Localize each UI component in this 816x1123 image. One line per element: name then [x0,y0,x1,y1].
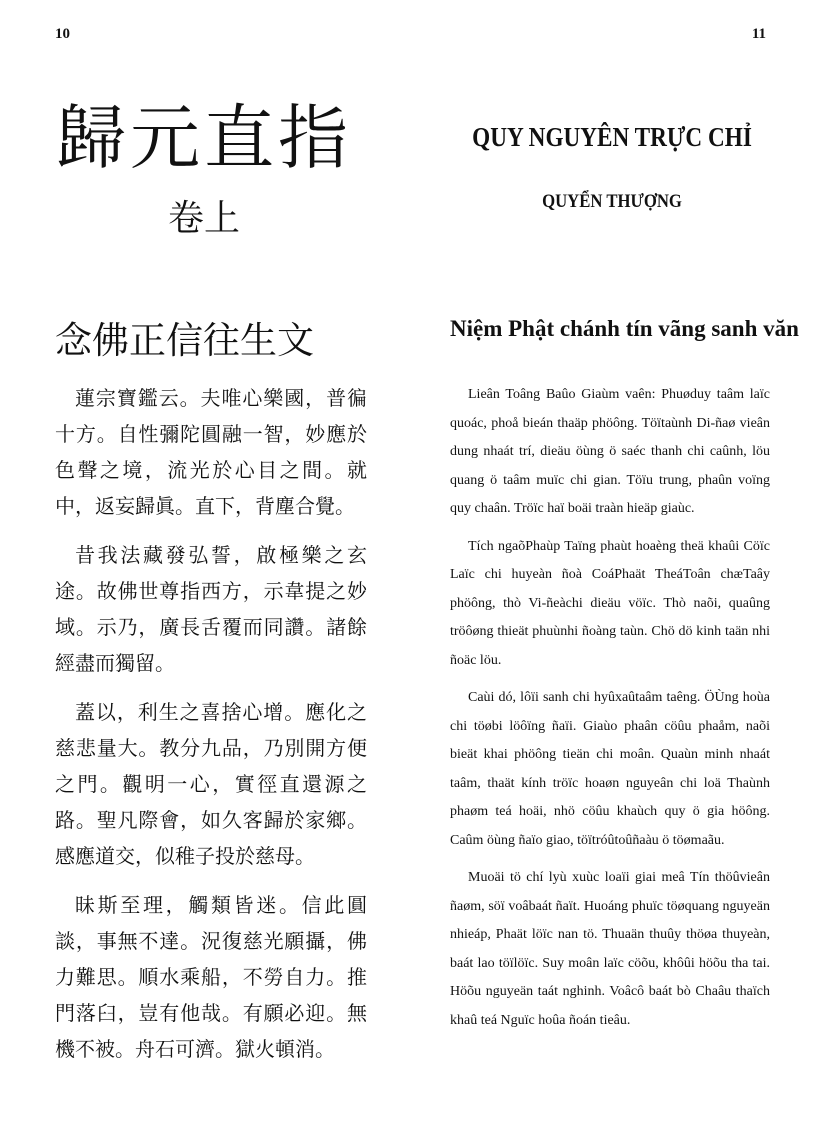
chinese-section-heading: 念佛正信往生文 [55,319,314,362]
chinese-paragraph-1: 蓮宗寶鑑云。夫唯心樂國，普徧十方。自性彌陀圓融一智，妙應於色聲之境，流光於心目之間。就中，返妄歸眞。直下，背塵合覺。 [55,386,367,518]
vietnamese-section-heading: Niệm Phật chánh tín vãng sanh văn [450,316,799,341]
vietnamese-body [450,381,770,1044]
chinese-paragraph-3: 蓋以，利生之喜捨心增。應化之慈悲量大。教分九品，乃別開方便之門。觀明一心，實徑直還源之路。聖凡際會，如久客歸於家鄉。感應道交，似稚子投於慈母。 [55,700,367,868]
chinese-subtitle: 卷上 [167,198,240,239]
vietnamese-title: QUY NGUYÊN TRỰC CHỈ [472,122,752,152]
chinese-title: 歸元直指 [56,97,352,179]
chinese-paragraph-2: 昔我法藏發弘誓，啟極樂之玄途。故佛世尊指西方，示韋提之妙域。示乃，廣長舌覆而同讚。諸餘經盡而獨留。 [55,543,367,675]
left-page-number: 10 [55,26,70,42]
vietnamese-paragraph-1: Lieân Toâng Baûo Giaùm vaên: Phuøduy taâm laïc quoác, phoå bieán thaäp phöông. Töïtaùnh Di-ñaø vieân dung nhaát trí, dieäu öùng ö saéc thanh chi caûnh, löu quang ö taâm muïc chi gian. Töïu trung, phaûn voïng quy chaân. Tröïc haï boäi traàn hieäp giaùc. [450,387,770,516]
vietnamese-paragraph-3: Caùi dó, lôïi sanh chi hyûxaûtaâm taêng. ÖÙng hoùa chi töøbi löôïng ñaïi. Giaùo phaân cöûu phaåm, naõi bieät khai phöông tieän chi moân. Quaùn minh nhaát taâm, thaät kính tröïc hoaøn nguyeân chi loä Thaùnh phaøm teá hoäi, nhö cöûu khaùch quy ö gia höông. Caûm öùng ñaïo giao, töïtróûtoûñaàu ö töømaãu. [450,690,770,848]
vietnamese-paragraph-4: Muoäi tö chí lyù xuùc loaïi giai meâ Tín thöûvieân ñaøm, söï voâbaát ñaït. Huoáng phuïc töøquang nguyeän nhieáp, Phaät löïc nan tö. Thuaän thuûy thöøa thuyeàn, baát lao töïlöïc. Suy moân laïc cöõu, khôûi höõu tha tai. Höõu nguyeän taát nghinh. Voâcô baát bò Chaâu thaïch khaû teá Nguïc hoûa ñoán tieâu. [450,870,770,1028]
right-page [408,0,816,1123]
right-page-number: 11 [751,26,766,42]
chinese-paragraph-4: 昧斯至理，觸類皆迷。信此圓談，事無不達。況復慈光願攝，佛力難思。順水乘船，不勞自力。推門落臼，豈有他哉。有願必迎。無機不被。舟石可濟。獄火頓消。 [55,893,367,1061]
chinese-body [55,380,367,1080]
vietnamese-subtitle: QUYỂN THƯỢNG [542,191,682,212]
vietnamese-paragraph-2: Tích ngaõPhaùp Taïng phaùt hoaèng theä khaûi Cöïc Laïc chi huyeàn ñoà CoáPhaät TheáToân chæTaây phöông, thò Vi-ñeàchi dieäu vöïc. Thò naõi, quaûng tröôøng thieät phuùnhi ñoàng taùn. Chö dö kinh taän nhi ñoäc löu. [450,538,770,668]
